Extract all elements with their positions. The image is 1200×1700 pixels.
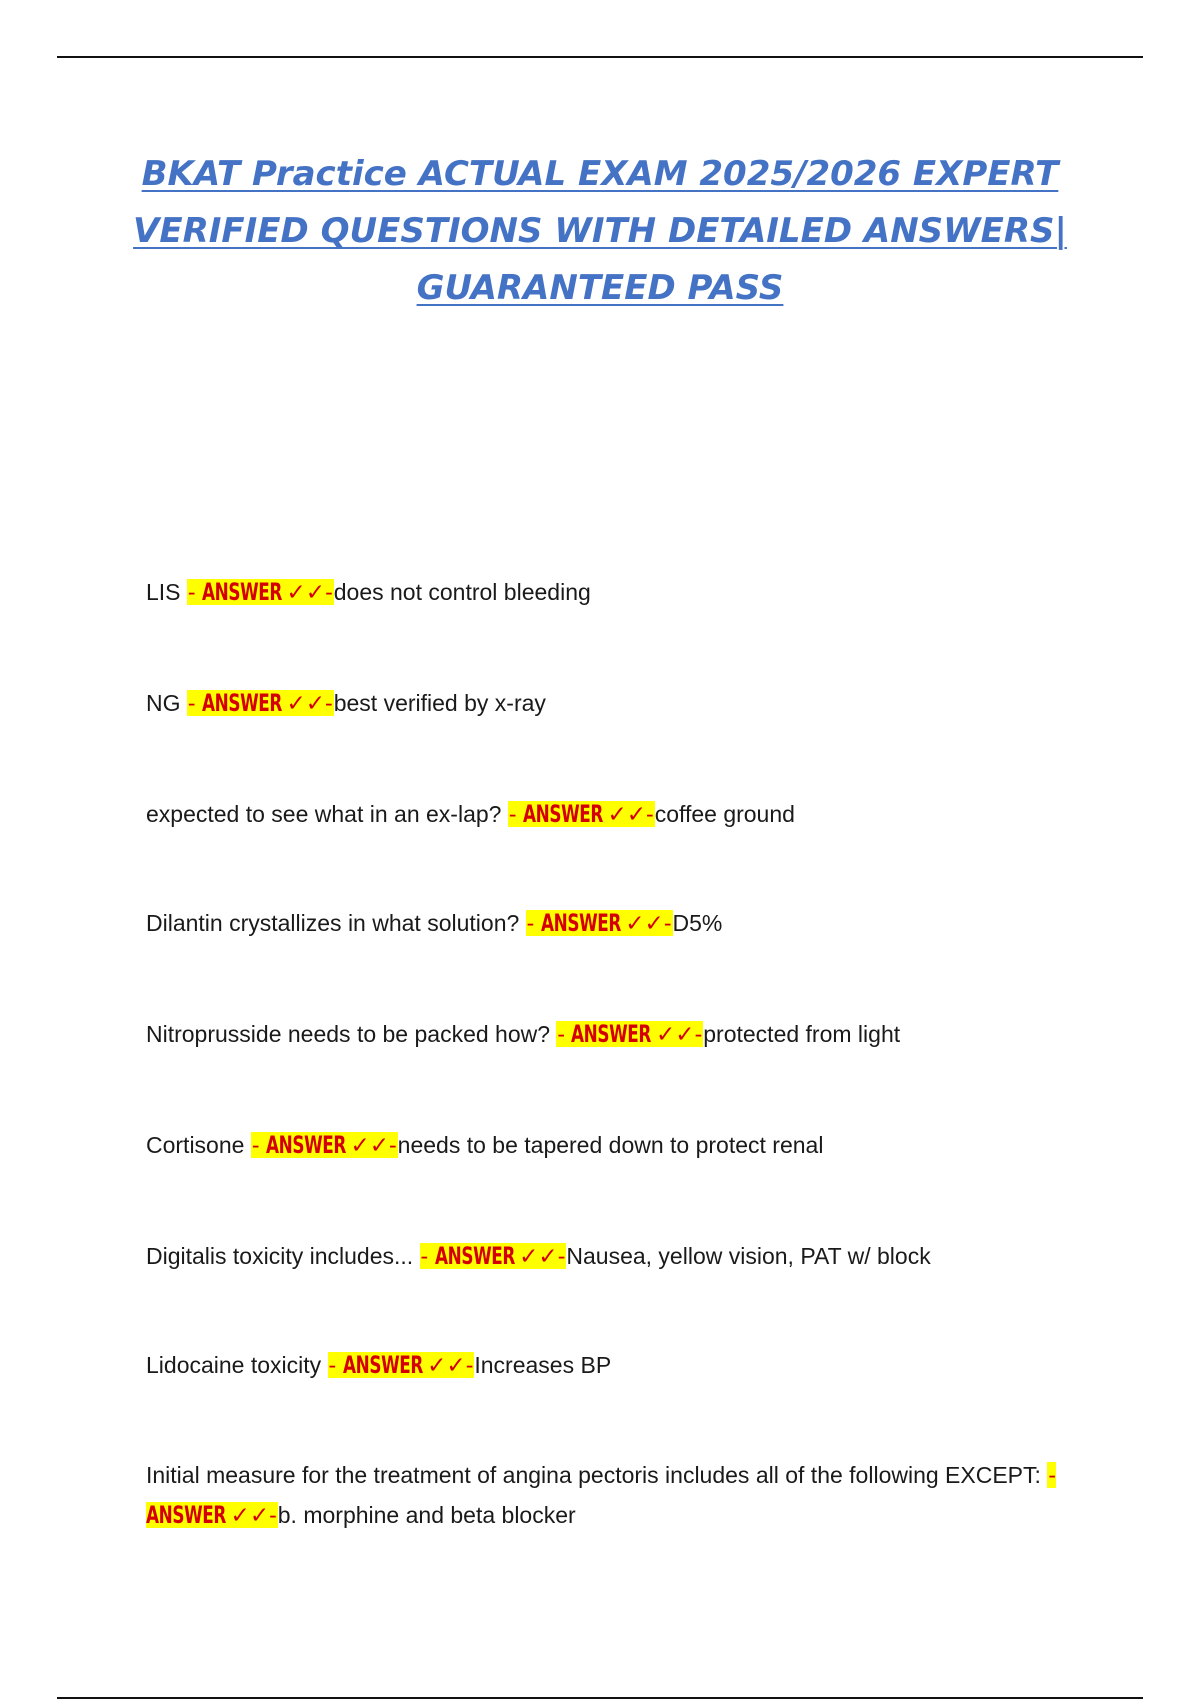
answer-text: protected from light [703,1021,901,1047]
answer-label: ANSWER [342,1351,423,1379]
checkmark-icon: ✓✓ [656,1021,695,1047]
question-text: Initial measure for the treatment of angina pectoris includes all of the following EXCEPT: [146,1462,1048,1488]
question-text: Digitalis toxicity includes... [146,1243,420,1269]
question-text: Nitroprusside needs to be packed how? [146,1021,557,1047]
answer-text: Nausea, yellow vision, PAT w/ block [566,1243,931,1269]
question-text: expected to see what in an ex-lap? [146,801,508,827]
checkmark-icon: ✓✓ [625,910,664,936]
bottom-divider [57,1697,1143,1699]
answer-label: ANSWER [571,1020,652,1048]
qa-item [146,572,1086,612]
question-text: Cortisone [146,1132,251,1158]
qa-item [146,1125,1086,1165]
answer-highlight: - ANSWER ✓✓- [328,1352,475,1378]
checkmark-icon: ✓✓ [286,579,326,605]
checkmark-icon: ✓✓ [230,1502,270,1528]
qa-item [146,1455,1086,1535]
question-text: Lidocaine toxicity [146,1352,328,1378]
qa-item [146,1236,1086,1276]
answer-highlight: - ANSWER ✓✓- [526,910,673,936]
title-line-2: VERIFIED QUESTIONS WITH DETAILED ANSWERS| [133,211,1067,251]
title-line-1: BKAT Practice ACTUAL EXAM 2025/2026 EXPERT [141,154,1059,194]
answer-highlight: - ANSWER ✓✓- [420,1243,567,1269]
answer-label: ANSWER [540,909,621,937]
answer-text: D5% [672,910,723,936]
answer-text: coffee ground [654,801,795,827]
answer-text: needs to be tapered down to protect renal [397,1132,824,1158]
document-title [120,146,1080,317]
answer-highlight: - ANSWER ✓✓- [146,1462,1056,1528]
qa-item [146,1014,1086,1054]
checkmark-icon: ✓✓ [427,1352,466,1378]
qa-item [146,1345,1086,1385]
checkmark-icon: ✓✓ [607,801,647,827]
question-text: LIS [146,579,187,605]
answer-label: ANSWER [522,800,603,828]
answer-label: ANSWER [201,689,282,717]
answer-text: Increases BP [474,1352,612,1378]
top-divider [57,56,1143,58]
answer-label: ANSWER [265,1131,346,1159]
qa-item [146,794,1086,834]
qa-item [146,903,1086,943]
question-text: NG [146,690,187,716]
answer-highlight: - ANSWER ✓✓- [251,1132,398,1158]
question-text: Dilantin crystallizes in what solution? [146,910,526,936]
checkmark-icon: ✓✓ [519,1243,558,1269]
answer-label: ANSWER [201,578,282,606]
answer-text: does not control bleeding [333,579,591,605]
answer-label: ANSWER [146,1501,226,1529]
title-line-3: GUARANTEED PASS [416,268,784,308]
checkmark-icon: ✓✓ [350,1132,389,1158]
answer-highlight: - ANSWER ✓✓- [508,801,655,827]
checkmark-icon: ✓✓ [286,690,326,716]
answer-text: b. morphine and beta blocker [277,1502,576,1528]
answer-highlight: - ANSWER ✓✓- [556,1021,703,1047]
answer-label: ANSWER [434,1242,515,1270]
answer-text: best verified by x-ray [333,690,546,716]
qa-item [146,683,1086,723]
answer-highlight: - ANSWER ✓✓- [187,579,334,605]
answer-highlight: - ANSWER ✓✓- [187,690,334,716]
